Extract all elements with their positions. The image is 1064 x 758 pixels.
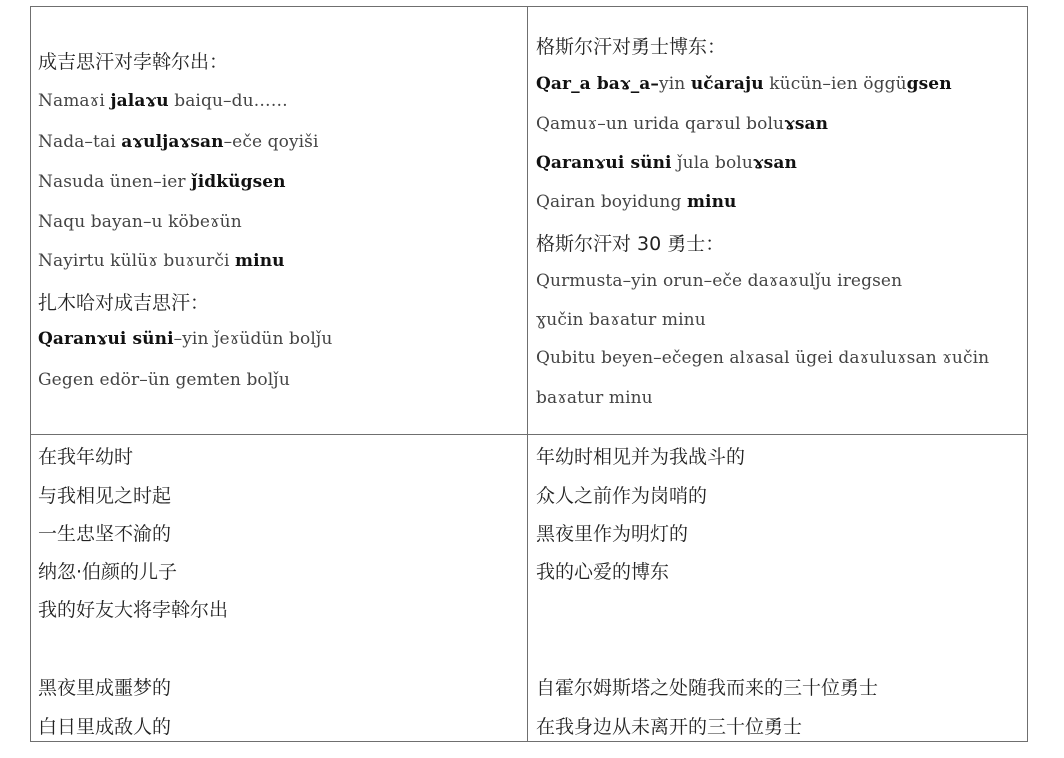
left-line-7: Gegen edör–ün gemten bolǰu xyxy=(38,370,290,390)
right-line-5: Qurmusta–yin orun–eče daɤaɤulǰu iregsen xyxy=(536,271,903,291)
left-translation-line: 纳忽·伯颜的儿子 xyxy=(38,561,178,583)
right-translation-line: 黑夜里作为明灯的 xyxy=(536,523,689,545)
right-translation-line: 自霍尔姆斯塔之处随我而来的三十位勇士 xyxy=(536,677,879,699)
left-line-2: Nada–tai aɤuljaɤsan–eče qoyiši xyxy=(38,132,319,152)
column-divider xyxy=(527,6,528,742)
right-translation-line: 在我身边从未离开的三十位勇士 xyxy=(536,716,803,738)
right-heading-geser-bodong: 格斯尔汗对勇士博东： xyxy=(536,36,727,58)
left-translation-line: 在我年幼时 xyxy=(38,446,134,468)
left-line-4: Naqu bayan–u köbeɤün xyxy=(38,212,242,232)
right-line-7: Qubitu beyen–ečegen alɤasal ügei daɤuluɤsan ɤučin xyxy=(536,348,990,368)
left-line-6: Qaranɤui süni–yin ǰeɤüdün bolǰu xyxy=(38,329,333,349)
right-line-2: Qamuɤ–un urida qarɤul boluɤsan xyxy=(536,114,829,134)
left-line-5: Nayirtu külüɤ buɤurči minu xyxy=(38,251,285,271)
right-line-4: Qairan boyidung minu xyxy=(536,192,737,212)
left-translation-line: 黑夜里成噩梦的 xyxy=(38,677,172,699)
left-translation-line: 与我相见之时起 xyxy=(38,485,172,507)
right-line-6: ɣučin baɤatur minu xyxy=(536,310,706,330)
left-translation-line: 一生忠坚不渝的 xyxy=(38,523,172,545)
right-translation-line: 众人之前作为岗哨的 xyxy=(536,485,708,507)
left-translation-line: 我的好友大将孛斡尔出 xyxy=(38,599,229,621)
left-heading-jamukha: 扎木哈对成吉思汗： xyxy=(38,292,210,314)
left-translation-line: 白日里成敌人的 xyxy=(38,716,172,738)
right-line-1: Qar_a baɤ_a–yin učaraju kücün–ien öggügsen xyxy=(536,74,952,94)
left-heading-chinggis: 成吉思汗对孛斡尔出： xyxy=(38,51,229,73)
left-line-3: Nasuda ünen–ier ǰidkügsen xyxy=(38,172,286,192)
right-translation-line: 我的心爱的博东 xyxy=(536,561,670,583)
row-divider xyxy=(30,434,1028,435)
right-line-3: Qaranɤui süni ǰula boluɤsan xyxy=(536,153,797,173)
right-heading-geser-30: 格斯尔汗对 30 勇士： xyxy=(536,233,725,255)
right-translation-line: 年幼时相见并为我战斗的 xyxy=(536,446,746,468)
right-line-8: baɤatur minu xyxy=(536,388,653,408)
left-line-1: Namaɤi jalaɤu baiqu–du…… xyxy=(38,91,288,111)
